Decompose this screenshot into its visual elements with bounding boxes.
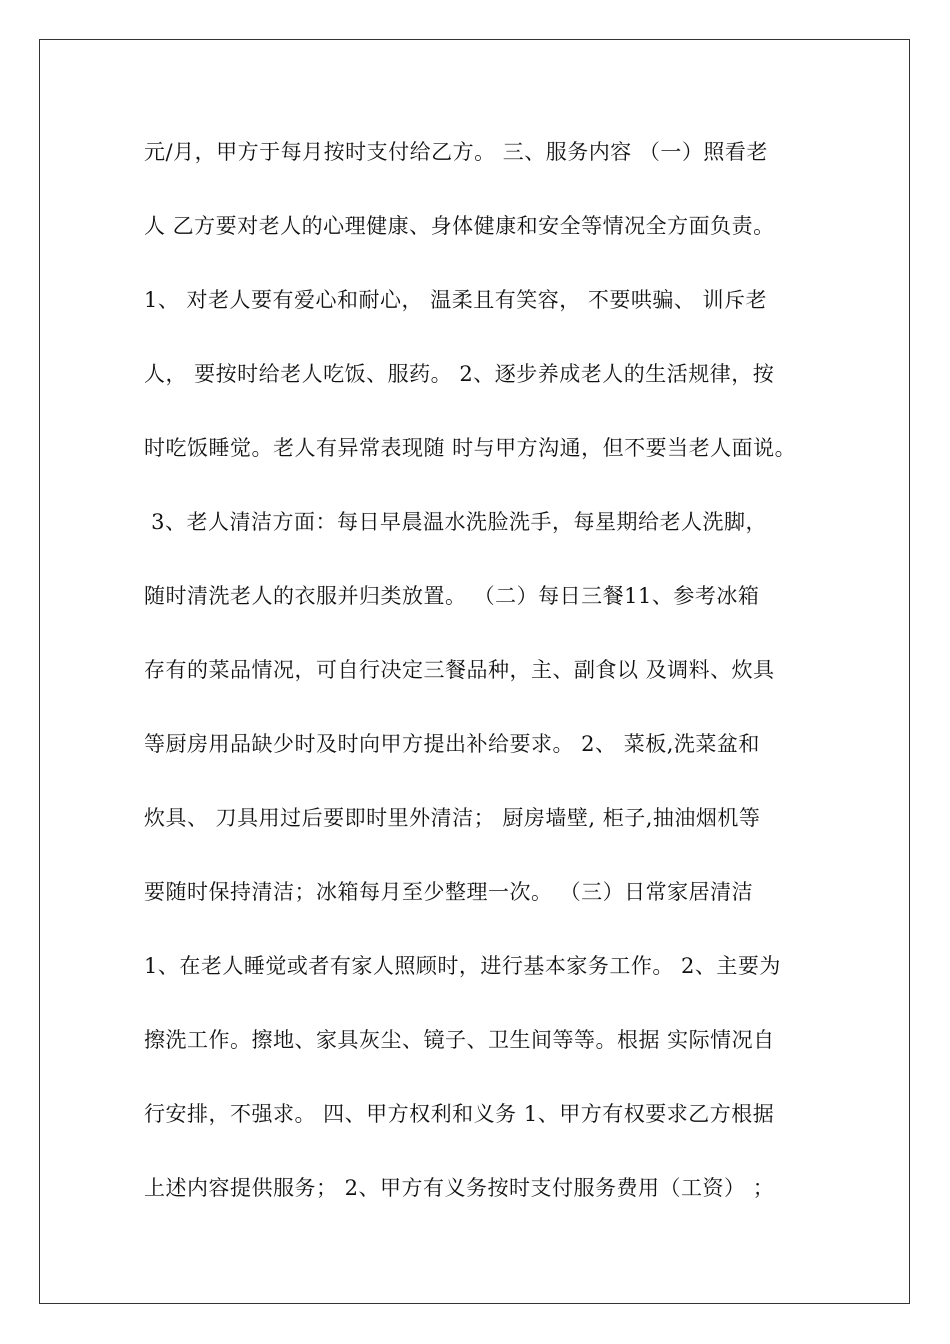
text-line: 人， 要按时给老人吃饭、服药。 2、逐步养成老人的生活规律，按 bbox=[144, 362, 775, 386]
document-body bbox=[144, 134, 824, 1244]
text-line: 时吃饭睡觉。老人有异常表现随 时与甲方沟通，但不要当老人面说。 bbox=[144, 436, 797, 460]
text-line: 上述内容提供服务； 2、甲方有义务按时支付服务费用（工资） ； bbox=[144, 1176, 775, 1200]
text-line: 1、 对老人要有爱心和耐心， 温柔且有笑容， 不要哄骗、 训斥老 bbox=[144, 288, 768, 312]
text-line: 1、在老人睡觉或者有家人照顾时，进行基本家务工作。 2、主要为 bbox=[144, 954, 781, 978]
text-line: 等厨房用品缺少时及时向甲方提出补给要求。 2、 菜板,洗菜盆和 bbox=[144, 732, 760, 756]
text-line: 擦洗工作。擦地、家具灰尘、镜子、卫生间等等。根据 实际情况自 bbox=[144, 1028, 775, 1052]
text-line: 炊具、 刀具用过后要即时里外清洁； 厨房墙壁, 柜子,抽油烟机等 bbox=[144, 806, 761, 830]
text-line: 3、老人清洁方面：每日早晨温水洗脸洗手，每星期给老人洗脚， bbox=[144, 510, 768, 534]
text-line: 元/月，甲方于每月按时支付给乙方。 三、服务内容 （一）照看老 bbox=[144, 140, 768, 164]
text-line: 人 乙方要对老人的心理健康、身体健康和安全等情况全方面负责。 bbox=[144, 214, 775, 238]
text-line: 要随时保持清洁；冰箱每月至少整理一次。 （三）日常家居清洁 bbox=[144, 880, 754, 904]
text-line: 存有的菜品情况，可自行决定三餐品种，主、副食以 及调料、炊具 bbox=[144, 658, 775, 682]
text-line: 行安排，不强求。 四、甲方权利和义务 1、甲方有权要求乙方根据 bbox=[144, 1102, 775, 1126]
text-line: 随时清洗老人的衣服并归类放置。 （二）每日三餐11、参考冰箱 bbox=[144, 584, 760, 608]
